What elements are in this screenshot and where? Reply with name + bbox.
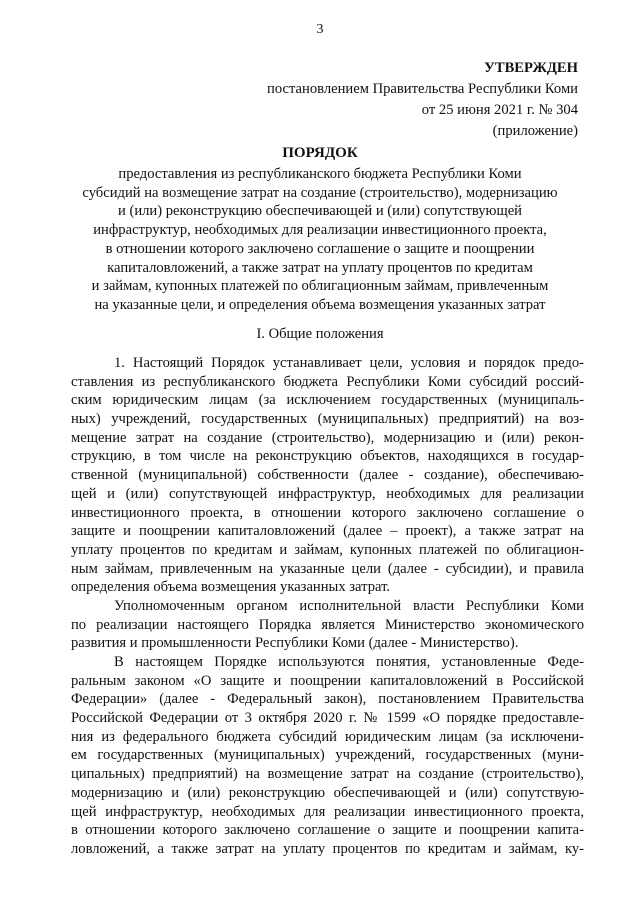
- subtitle-line: предоставления из республиканского бюджета Республики Коми: [118, 166, 522, 182]
- paragraph-line: в отношении которого заключено соглашение о защите и поощрении капита-: [71, 822, 584, 839]
- paragraph-line: струкцию, в том числе на реконструкцию объектов, находящихся в государ-: [71, 448, 584, 465]
- paragraph-line: щей и (или) сопутствующей инфраструктур, необходимых для реализации: [71, 485, 584, 502]
- paragraph-line: уплату процентов по кредитам и займам, купонных платежей по облигацион-: [71, 541, 584, 558]
- paragraph-line: щей инфраструктур, необходимых для реализации инвестиционного проекта,: [71, 803, 584, 820]
- paragraph-line: ных) учреждений, государственных (муниципальных) предприятий) на воз-: [71, 411, 584, 428]
- body-text: [71, 354, 584, 859]
- paragraph-line: мещение затрат на создание (строительство), модернизацию и (или) рекон-: [71, 429, 584, 446]
- paragraph: [71, 354, 584, 597]
- paragraph-line: ским юридическим лицам (за исключением государственных (муниципаль-: [71, 392, 584, 409]
- subtitle-line: капиталовложений, а также затрат на уплату процентов по кредитам: [107, 259, 533, 276]
- paragraph-line: инвестиционного проекта, в отношении которого заключено соглашение о: [71, 504, 584, 521]
- approval-stamp-title: УТВЕРЖДЕН: [484, 60, 578, 76]
- paragraph-line: Федерации» (далее - Федеральный закон), постановлением Правительства: [71, 691, 584, 708]
- paragraph: [71, 653, 584, 859]
- paragraph-line: ставления из республиканского бюджета Республики Коми субсидий россий-: [71, 373, 584, 390]
- paragraph-line: Российской Федерации от 3 октября 2020 г. № 1599 «О порядке предоставле-: [71, 710, 584, 727]
- subtitle-line: инфраструктур, необходимых для реализации инвестиционного проекта,: [93, 222, 547, 239]
- paragraph-line: В настоящем Порядке используются понятия, установленные Феде-: [114, 654, 584, 670]
- section-heading: I. Общие положения: [256, 326, 384, 342]
- paragraph-line: ловложений, а также затрат на уплату процентов по кредитам и займам, ку-: [71, 840, 584, 857]
- paragraph-line: ем государственных (муниципальных) учреждений, государственных (муни-: [71, 747, 584, 764]
- paragraph-line: ным займам, привлеченным на указанные цели (далее - субсидии), и правила: [71, 560, 584, 577]
- approval-block: [267, 58, 578, 142]
- subtitle-line: и (или) реконструкцию обеспечивающей и (или) сопутствующей: [118, 203, 522, 220]
- paragraph-line: по реализации настоящего Порядка является Министерство экономического: [71, 616, 584, 633]
- paragraph-line: ральным законом «О защите и поощрении капиталовложений в Российской: [71, 672, 584, 689]
- subtitle-line: на указанные цели, и определения объема возмещения указанных затрат: [94, 296, 546, 313]
- document-subtitle: [60, 165, 580, 315]
- paragraph-line: 1. Настоящий Порядок устанавливает цели, условия и порядок предо-: [114, 355, 584, 371]
- approval-line: постановлением Правительства Республики Коми: [267, 81, 578, 97]
- paragraph-line: развития и промышленности Республики Коми (далее - Министерство).: [71, 635, 519, 652]
- subtitle-line: и займам, купонных платежей по облигационным займам, привлеченным: [91, 278, 549, 295]
- paragraph-line: Уполномоченным органом исполнительной власти Республики Коми: [114, 597, 584, 614]
- approval-line: (приложение): [492, 123, 578, 139]
- page-number: 3: [316, 22, 324, 37]
- paragraph-line: ния из федерального бюджета субсидий юридическим лицам (за исключени-: [71, 728, 584, 745]
- subtitle-line: в отношении которого заключено соглашение о защите и поощрении: [105, 240, 535, 257]
- paragraph-line: модернизацию и (или) реконструкцию обеспечивающей и (или) сопутствую-: [71, 784, 584, 801]
- subtitle-line: субсидий на возмещение затрат на создание (строительство), модернизацию: [82, 184, 558, 201]
- approval-line: от 25 июня 2021 г. № 304: [421, 102, 578, 118]
- paragraph-line: защите и поощрении капиталовложений (далее – проект), а также затрат на: [71, 523, 584, 540]
- document-title: ПОРЯДОК: [282, 145, 358, 161]
- paragraph: [71, 597, 584, 653]
- paragraph-line: ственной (муниципальной) собственности (далее - создание), обеспечиваю-: [71, 467, 584, 484]
- paragraph-line: ципальных) предприятий) на возмещение затрат на создание (строительство),: [71, 766, 584, 783]
- paragraph-line: определения объема возмещения указанных затрат.: [71, 579, 391, 596]
